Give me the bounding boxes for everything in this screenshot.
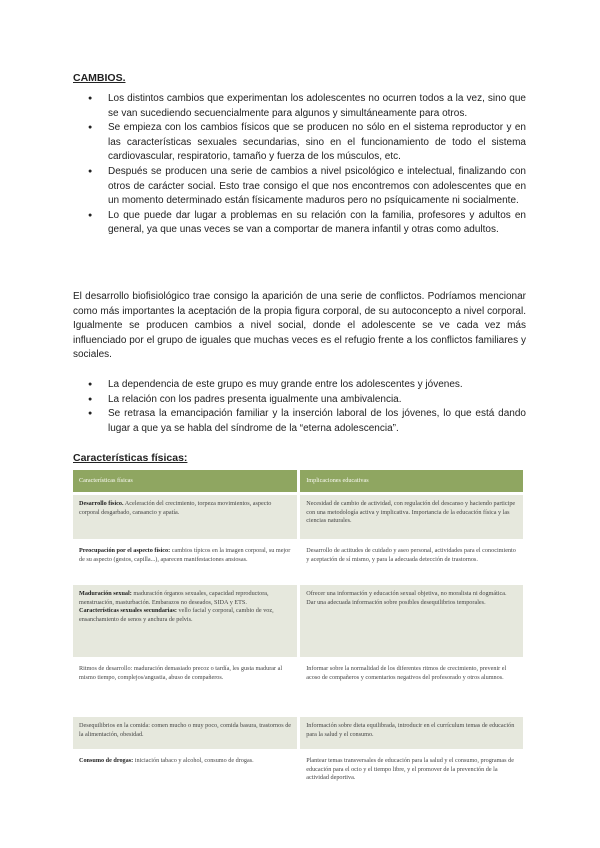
table-cell-implication: Desarrollo de actitudes de cuidado y aseo personal, actividades para el conocimiento y aceptación de sí mismo, y para la adecuada detección de trastornos.: [299, 541, 525, 584]
table-row: [73, 716, 525, 751]
table-cell-implication: Informar sobre la normalidad de los diferentes ritmos de crecimiento, prevenir el acoso de compañeros y comentarios negativos del profesorado y otros alumnos.: [299, 659, 525, 716]
cell-line: [79, 607, 291, 624]
table-row: [73, 659, 525, 716]
table-header-cell: Características físicas: [73, 470, 299, 494]
cell-text: vello facial y corporal, cambio de voz, ensanchamiento de senos y anchura de pelvis.: [79, 607, 274, 623]
cell-text: Desequilibrios en la comida: comen mucho o muy poco, comida basura, trastornos de la alimentación, obesidad.: [79, 722, 292, 738]
cell-text: iniciación tabaco y alcohol, consumo de drogas.: [133, 757, 254, 764]
table-cell-characteristic: [73, 716, 299, 751]
table-cell-implication: Plantear temas transversales de educación para la salud y el consumo, programas de educación para el ocio y el tiempo libre, y el promover de la prevención de la actividad deportiva.: [299, 751, 525, 791]
cell-bold-label: Consumo de drogas:: [79, 757, 134, 764]
list-item: ● La dependencia de este grupo es muy grande entre los adolescentes y jóvenes.: [88, 378, 526, 393]
table-header-row: [73, 470, 525, 494]
cell-text: cambios típicos en la imagen corporal, su mejor de su aspecto (gestos, capilla...), aparecen manifestaciones ansiosas.: [79, 547, 291, 563]
list-item: ● Lo que puede dar lugar a problemas en su relación con la familia, profesores y adultos en general, ya que unas veces se van a comportar de manera infantil y otras como adultos.: [88, 209, 526, 238]
table-cell-characteristic: [73, 584, 299, 659]
table-cell-characteristic: [73, 659, 299, 716]
section-title-caracteristicas: Características físicas:: [73, 452, 188, 464]
table-cell-characteristic: [73, 751, 299, 791]
cell-bold-label: Desarrollo físico.: [79, 500, 124, 507]
cell-bold-label: Maduración sexual:: [79, 590, 132, 597]
table-cell-implication: Necesidad de cambio de actividad, con regulación del descanso y haciendo participe con una metodología activa y implicativa. Importancia de la educación física y las ciencias naturales.: [299, 494, 525, 541]
cell-text: maduración órganos sexuales, capacidad reproductora, menstruación, masturbación. Embarazos no deseados, SIDA y ETS.: [79, 590, 269, 606]
list-item: ● La relación con los padres presenta igualmente una ambivalencia.: [88, 393, 526, 408]
section-title-cambios: CAMBIOS.: [73, 72, 126, 84]
cell-bold-label: Preocupación por el aspecto físico:: [79, 547, 171, 554]
list-item: ● Los distintos cambios que experimentan los adolescentes no ocurren todos a la vez, sino que se van sucediendo secuencialmente para algunos y simultáneamente para otros.: [88, 92, 526, 121]
cell-text: Aceleración del crecimiento, torpeza movimientos, aspecto corporal desgarbado, cansancio y apatía.: [79, 500, 272, 516]
changes-bullet-list: [88, 92, 526, 238]
table-row: [73, 751, 525, 791]
table-row: [73, 584, 525, 659]
cell-text: Ritmos de desarrollo: maduración demasiado precoz o tardía, les gusta madurar al mismo tiempo, complejos/angustia, abuso de compañeros.: [79, 665, 283, 681]
body-paragraph: El desarrollo biofisiológico trae consigo la aparición de una serie de conflictos. Podríamos mencionar como más importantes la aceptación de la propia figura corporal, de su autoconcepto a nivel corporal. Igualmente se producen cambios a nivel social, donde el adolescente se ve cada vez más influenciado por el grupo de iguales que muchas veces es el refugio frente a los conflictos familiares y sociales.: [73, 291, 526, 361]
list-item: ● Se retrasa la emancipación familiar y la inserción laboral de los jóvenes, lo que está dando lugar a que ya se habla del síndrome de la “eterna adolescencia”.: [88, 407, 526, 436]
list-item: ● Se empieza con los cambios físicos que se producen no sólo en el sistema reproductor y en las características sexuales secundarias, sino en el funcionamiento de todo el sistema cardiovascular, respiratorio, tamaño y fuerza de los músculos, etc.: [88, 121, 526, 165]
table-cell-characteristic: [73, 494, 299, 541]
table-header-cell: Implicaciones educativas: [299, 470, 525, 494]
characteristics-table: [73, 470, 526, 790]
table-cell-implication: Ofrecer una información y educación sexual objetiva, no moralista ni dogmática. Dar una adecuada información sobre posibles desequilibrios temporales.: [299, 584, 525, 659]
table-row: [73, 494, 525, 541]
cell-bold-label: Características sexuales secundarias:: [79, 607, 177, 615]
conflicts-bullet-list: [88, 378, 526, 436]
list-item: ● Después se producen una serie de cambios a nivel psicológico e intelectual, finalizando con otros de carácter social. Esto trae consigo el que nos encontremos con adolescentes que en un momento determinado están físicamente maduros pero no psíquicamente ni socialmente.: [88, 165, 526, 209]
table-cell-implication: Información sobre dieta equilibrada, introducir en el currículum temas de educación para la salud y el consumo.: [299, 716, 525, 751]
table-row: [73, 541, 525, 584]
table-cell-characteristic: [73, 541, 299, 584]
